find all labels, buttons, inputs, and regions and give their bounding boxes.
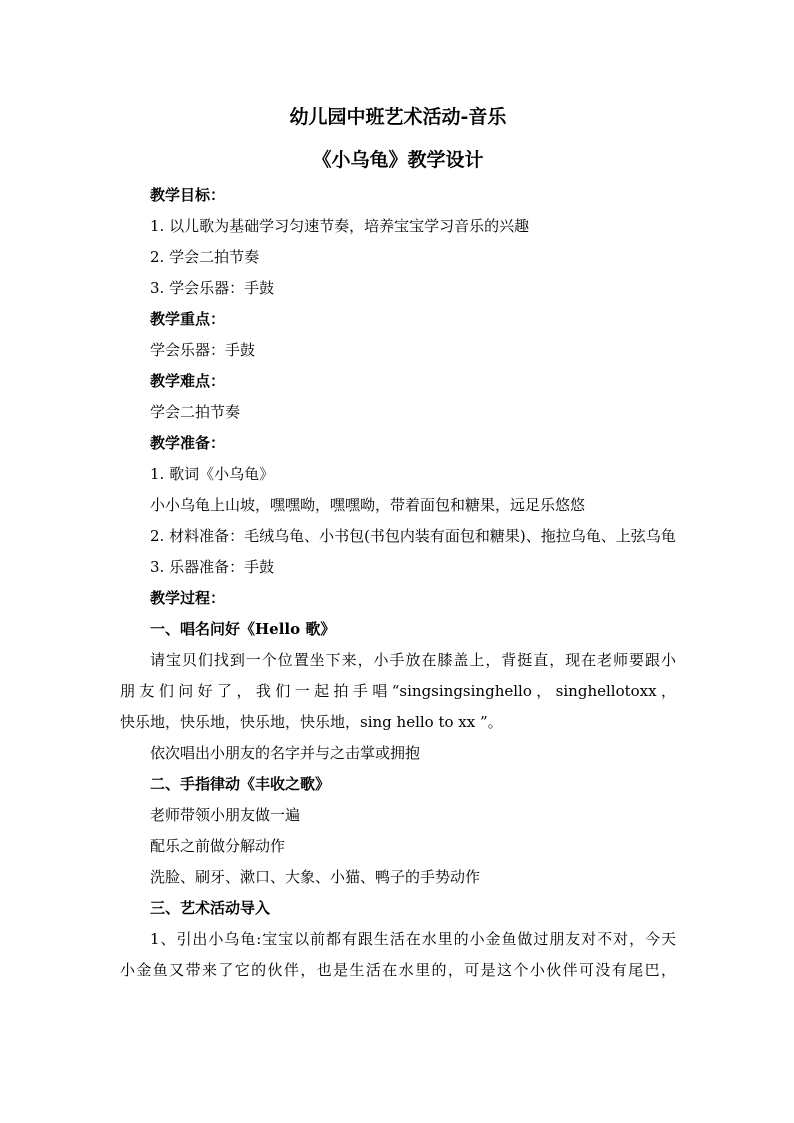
document-subtitle: 《小乌龟》教学设计 <box>312 149 484 171</box>
document-page <box>120 102 676 986</box>
body-line: 1. 以儿歌为基础学习匀速节奏，培养宝宝学习音乐的兴趣 <box>150 217 530 235</box>
section-heading: 二、手指律动《丰收之歌》 <box>150 775 331 793</box>
body-line: 小小乌龟上山坡，嘿嘿呦，嘿嘿呦，带着面包和糖果，远足乐悠悠 <box>150 496 586 514</box>
body-line: 学会二拍节奏 <box>150 403 241 421</box>
section-heading: 教学准备： <box>150 434 226 452</box>
body-line: 1. 歌词《小乌龟》 <box>150 465 275 483</box>
body-line: 3. 乐器准备：手鼓 <box>150 558 275 576</box>
section-heading: 教学重点： <box>150 310 226 328</box>
body-line: 配乐之前做分解动作 <box>150 837 286 855</box>
body-line: 2. 学会二拍节奏 <box>150 248 260 266</box>
document-title: 幼儿园中班艺术活动-音乐 <box>289 106 507 128</box>
body-line: 老师带领小朋友做一遍 <box>150 806 301 824</box>
body-line: 依次唱出小朋友的名字并与之击掌或拥抱 <box>150 744 421 762</box>
document-body <box>120 180 676 986</box>
body-line: 学会乐器：手鼓 <box>150 341 256 359</box>
section-heading: 一、唱名问好《Hello 歌》 <box>150 620 336 638</box>
section-heading: 教学难点： <box>150 372 226 390</box>
body-line: 1、引出小乌龟:宝宝以前都有跟生活在水里的小金鱼做过朋友对不对，今天 <box>150 930 676 948</box>
body-line: 2. 材料准备：毛绒乌龟、小书包(书包内装有面包和糖果)、拖拉乌龟、上弦乌龟 <box>150 527 676 545</box>
body-line: 朋友们问好了，我们一起拍手唱“singsingsinghello，singhellotoxx， <box>120 682 676 700</box>
section-heading: 三、艺术活动导入 <box>150 899 271 917</box>
body-line: 请宝贝们找到一个位置坐下来，小手放在膝盖上，背挺直，现在老师要跟小 <box>150 651 676 669</box>
body-line: 3. 学会乐器：手鼓 <box>150 279 275 297</box>
body-line: 快乐地，快乐地，快乐地，快乐地，sing hello to xx ”。 <box>120 713 503 731</box>
section-heading: 教学过程： <box>150 589 226 607</box>
body-line: 洗脸、刷牙、漱口、大象、小猫、鸭子的手势动作 <box>150 868 481 886</box>
section-heading: 教学目标： <box>150 186 226 204</box>
body-line: 小金鱼又带来了它的伙伴，也是生活在水里的，可是这个小伙伴可没有尾巴， <box>120 961 676 979</box>
